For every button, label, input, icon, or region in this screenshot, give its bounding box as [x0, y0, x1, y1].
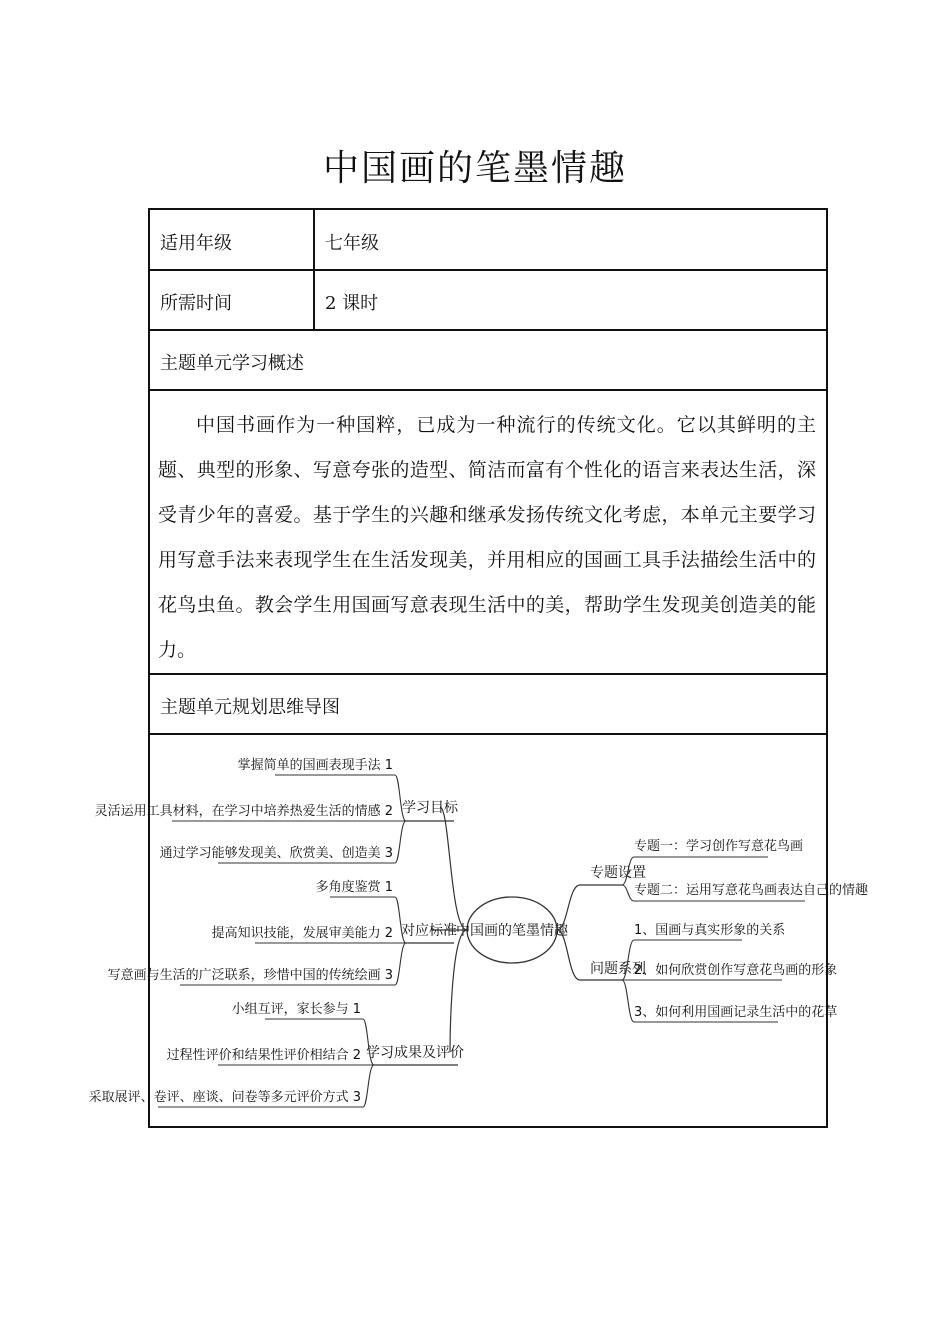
overview-heading-row: [150, 331, 826, 391]
topic-item-1: 专题一：学习创作写意花鸟画: [634, 839, 804, 854]
connector: [622, 980, 634, 1022]
center-node-label: 中国画的笔墨情趣: [456, 923, 568, 939]
branch-questions: 问题系列: [590, 961, 646, 977]
standard-item-2: 提高知识技能，发展审美能力 2: [211, 926, 393, 941]
grade-value: 七年级: [325, 233, 379, 254]
connector: [363, 1065, 374, 1107]
question-item-3: 3、如何利用国画记录生活中的花草: [634, 1005, 838, 1020]
overview-heading: 主题单元学习概述: [160, 353, 304, 374]
grade-row: [150, 210, 826, 271]
connector: [395, 943, 406, 985]
branch-topics: 专题设置: [590, 865, 646, 881]
time-row: [150, 271, 826, 331]
outcome-item-3: 采取展评、卷评、座谈、问卷等多元评价方式 3: [88, 1090, 361, 1105]
branch-outcomes: 学习成果及评价: [366, 1045, 464, 1061]
question-item-1: 1、国画与真实形象的关系: [634, 923, 786, 938]
goal-item-2: 灵活运用工具材料，在学习中培养热爱生活的情感 2: [94, 804, 393, 819]
grade-label: 适用年级: [160, 233, 232, 254]
page-title: 中国画的笔墨情趣: [322, 148, 627, 189]
overview-text: 中国书画作为一种国粹，已成为一种流行的传统文化。它以其鲜明的主题、典型的形象、写意夸张的造型、简洁而富有个性化的语言来表达生活，深受青少年的喜爱。基于学生的兴趣和继承发扬传统文化考虑，本单元主要学习用写意手法来表现学生在生活发现美，并用相应的国画工具手法描绘生活中的花鸟虫鱼。教会学生用国画写意表现生活中的美，帮助学生发现美创造美的能力。: [158, 414, 816, 661]
time-value: 2 课时: [325, 293, 379, 314]
goal-item-3: 通过学习能够发现美、欣赏美、创造美 3: [159, 846, 393, 861]
topic-item-2: 专题二：运用写意花鸟画表达自己的情趣: [634, 883, 869, 898]
column-divider: [313, 271, 315, 329]
mindmap-area: [88, 735, 869, 1126]
lesson-table: [88, 208, 869, 1128]
mindmap-heading: 主题单元规划思维导图: [160, 697, 340, 718]
connector: [440, 807, 467, 930]
time-label: 所需时间: [160, 293, 232, 314]
mindmap-diagram: [88, 735, 869, 1126]
mindmap-heading-row: [150, 675, 826, 735]
goal-item-1: 掌握简单的国画表现手法 1: [237, 758, 393, 773]
outcome-item-2: 过程性评价和结果性评价相结合 2: [166, 1048, 361, 1063]
column-divider: [313, 210, 315, 269]
branch-learning-goals: 学习目标: [402, 800, 458, 816]
connector: [395, 821, 406, 863]
connector: [622, 885, 634, 901]
question-item-2: 2、如何欣赏创作写意花鸟画的形象: [634, 963, 838, 978]
branch-standards: 对应标准: [401, 923, 457, 939]
overview-body-row: [150, 391, 826, 675]
standard-item-1: 多角度鉴赏 1: [315, 880, 393, 895]
connector: [450, 930, 467, 1052]
standard-item-3: 写意画与生活的广泛联系，珍惜中国的传统绘画 3: [107, 968, 393, 983]
outcome-item-1: 小组互评，家长参与 1: [231, 1002, 361, 1017]
